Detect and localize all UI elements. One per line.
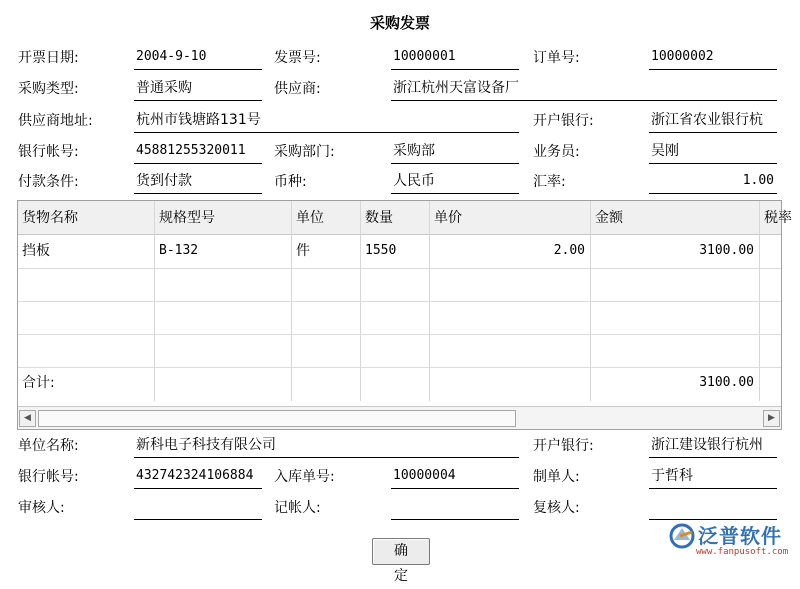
- column-header-price[interactable]: 单价: [434, 210, 462, 226]
- receipt-no-label: 入库单号:: [274, 469, 335, 485]
- cell-qty[interactable]: 1550: [365, 243, 397, 258]
- purchase-type-field[interactable]: 普通采购: [134, 77, 262, 101]
- total-label: 合计:: [22, 375, 55, 391]
- reviewer-label: 复核人:: [533, 500, 580, 516]
- company-account-label: 银行帐号:: [18, 469, 79, 485]
- bank-account-label: 银行帐号:: [18, 144, 79, 160]
- column-header-unit[interactable]: 单位: [296, 210, 324, 226]
- bank-account-field[interactable]: 45881255320011: [134, 140, 262, 164]
- invoice-date-field[interactable]: 2004-9-10: [134, 46, 262, 70]
- payment-terms-field[interactable]: 货到付款: [134, 170, 262, 194]
- supplier-bank-field[interactable]: 浙江省农业银行杭: [649, 109, 777, 133]
- receipt-no-field[interactable]: 10000004: [391, 465, 519, 489]
- invoice-date-label: 开票日期:: [18, 50, 79, 66]
- cell-unit[interactable]: 件: [296, 243, 310, 259]
- cell-goods-name[interactable]: 挡板: [22, 243, 50, 259]
- salesman-field[interactable]: 吴刚: [649, 140, 777, 164]
- purchase-dept-field[interactable]: 采购部: [391, 140, 519, 164]
- column-header-tax-rate[interactable]: 税率: [764, 210, 792, 226]
- column-header-qty[interactable]: 数量: [365, 210, 393, 226]
- exchange-rate-field[interactable]: 1.00: [649, 170, 777, 194]
- goods-grid: [17, 200, 792, 430]
- supplier-address-label: 供应商地址:: [18, 113, 93, 129]
- cell-amount[interactable]: 3100.00: [699, 243, 754, 258]
- supplier-label: 供应商:: [274, 81, 321, 97]
- salesman-label: 业务员:: [533, 144, 580, 160]
- purchase-dept-label: 采购部门:: [274, 144, 335, 160]
- cell-price[interactable]: 2.00: [553, 243, 585, 258]
- reviewer-field[interactable]: [649, 496, 777, 520]
- scroll-left-arrow-icon[interactable]: ◀: [19, 410, 36, 427]
- purchase-type-label: 采购类型:: [18, 81, 79, 97]
- scroll-right-arrow-icon[interactable]: ▶: [763, 410, 780, 427]
- order-no-field[interactable]: 10000002: [649, 46, 777, 70]
- logo-text: 泛普软件: [698, 524, 782, 548]
- bookkeeper-label: 记帐人:: [274, 500, 321, 516]
- fanpu-logo-icon: [668, 522, 696, 550]
- maker-label: 制单人:: [533, 469, 580, 485]
- scrollbar-thumb[interactable]: [38, 410, 516, 427]
- auditor-field[interactable]: [134, 496, 262, 520]
- company-name-label: 单位名称:: [18, 438, 79, 454]
- invoice-no-field[interactable]: 10000001: [391, 46, 519, 70]
- confirm-button[interactable]: 确 定: [372, 538, 430, 565]
- order-no-label: 订单号:: [533, 50, 580, 66]
- supplier-address-field[interactable]: 杭州市钱塘路131号: [134, 109, 519, 133]
- company-bank-field[interactable]: 浙江建设银行杭州: [649, 434, 777, 458]
- logo-url: www.fanpusoft.com: [696, 547, 789, 557]
- bookkeeper-field[interactable]: [391, 496, 519, 520]
- cell-spec[interactable]: B-132: [159, 243, 199, 258]
- supplier-bank-label: 开户银行:: [533, 113, 594, 129]
- currency-label: 币种:: [274, 174, 307, 190]
- column-header-amount[interactable]: 金额: [595, 210, 623, 226]
- company-name-field[interactable]: 新科电子科技有限公司: [134, 434, 519, 458]
- payment-terms-label: 付款条件:: [18, 174, 79, 190]
- total-amount: 3100.00: [699, 375, 754, 390]
- horizontal-scrollbar[interactable]: [18, 406, 781, 429]
- column-header-spec[interactable]: 规格型号: [159, 210, 215, 226]
- column-header-name[interactable]: 货物名称: [22, 210, 78, 226]
- supplier-field[interactable]: 浙江杭州天富设备厂: [391, 77, 777, 101]
- page-title: 采购发票: [369, 14, 430, 32]
- currency-field[interactable]: 人民币: [391, 170, 519, 194]
- invoice-no-label: 发票号:: [274, 50, 321, 66]
- company-account-field[interactable]: 432742324106884: [134, 465, 262, 489]
- maker-field[interactable]: 于哲科: [649, 465, 777, 489]
- exchange-rate-label: 汇率:: [533, 174, 566, 190]
- auditor-label: 审核人:: [18, 500, 65, 516]
- fanpu-logo: [668, 520, 798, 560]
- company-bank-label: 开户银行:: [533, 438, 594, 454]
